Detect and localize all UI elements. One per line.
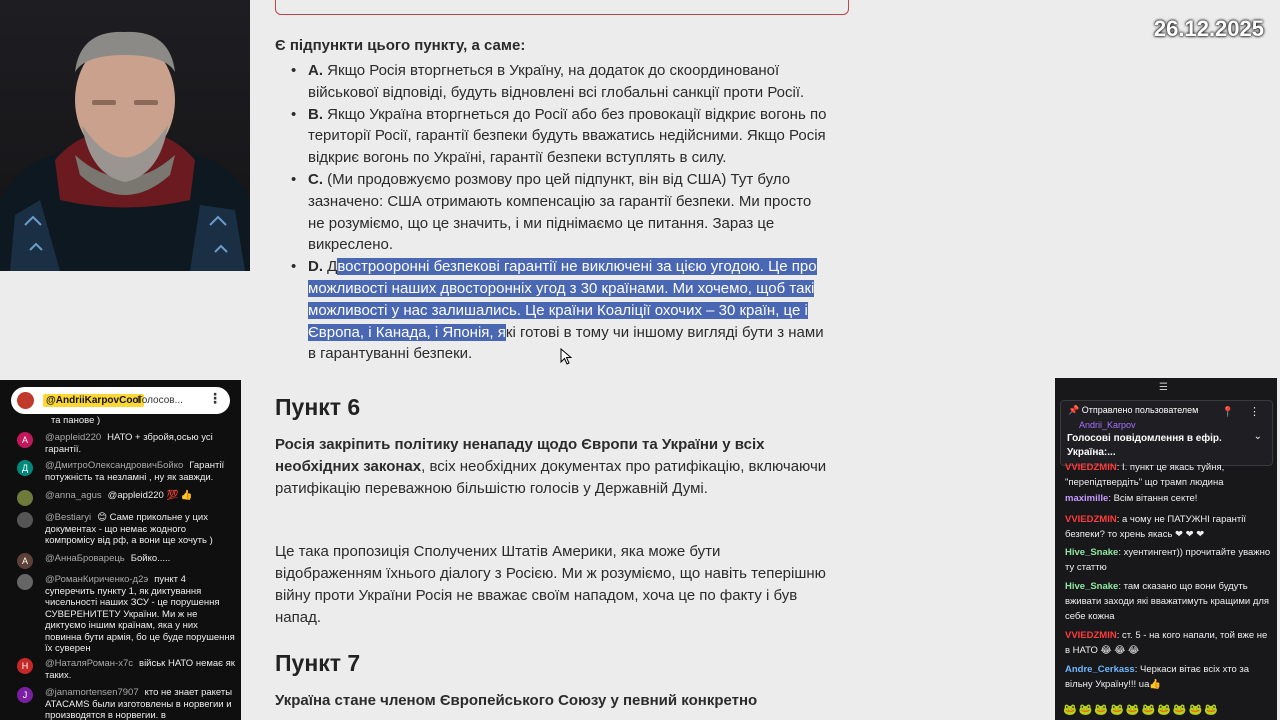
chat-message bbox=[17, 432, 237, 455]
subpoint-letter: D. bbox=[308, 258, 323, 276]
message-author[interactable]: @janamortensen7907 bbox=[45, 687, 139, 698]
avatar bbox=[17, 392, 34, 409]
subpoints-intro: Є підпункти цього пункту, а саме: bbox=[275, 37, 526, 54]
punkt-6-bold-2: необхідних законах bbox=[275, 458, 422, 475]
punkt-6-bold: Росія закріпить політику ненападу щодо Європи та України у всіх bbox=[275, 436, 765, 453]
message-author[interactable]: VVIEDZMIN bbox=[1065, 630, 1117, 641]
punkt-7-bold: Україна стане членом Європейського Союзу у певний конкретно bbox=[275, 692, 758, 709]
avatar: A bbox=[17, 432, 33, 448]
subpoint-letter: A. bbox=[308, 62, 323, 79]
message-text: кто не знает ракеты ATACAMS были изготовлены в норвегии и производятся в норвегии. в bbox=[45, 687, 233, 720]
avatar bbox=[17, 574, 33, 590]
highlighted-text: можливості наших двосторонніх угод з 30 країнами. Ми хочемо, щоб такі bbox=[308, 279, 815, 297]
chat-message bbox=[17, 415, 237, 427]
red-callout-box bbox=[275, 0, 849, 15]
more-options-icon[interactable]: ⋮ bbox=[1249, 406, 1260, 418]
message-body bbox=[45, 432, 237, 455]
punkt-7-heading: Пункт 7 bbox=[275, 650, 361, 676]
chat-message bbox=[17, 460, 237, 483]
subpoint-text: території Росії, гарантії безпеки будуть вважатись недійсними. Якщо Росія bbox=[308, 127, 826, 145]
subpoint-text: Д bbox=[323, 258, 338, 276]
subpoint-text: (Ми продовжуємо розмову про цей підпункт, він від США) Тут було bbox=[323, 170, 791, 188]
message-text: Гарантії потужність та незламні , ну як завжди. bbox=[45, 460, 225, 483]
chat-settings-icon[interactable]: ☰ bbox=[1159, 382, 1168, 393]
message-author[interactable]: @АннаБроварець bbox=[45, 553, 125, 564]
punkt-6-text bbox=[275, 434, 855, 500]
message-body bbox=[45, 687, 237, 720]
chat-message bbox=[1065, 545, 1271, 575]
pinned-user: Andrii_Karpov bbox=[1079, 420, 1136, 430]
subpoint-text: Якщо Україна вторгнеться до Росії або без провокації відкриє вогонь по bbox=[323, 105, 827, 123]
subpoint-letter: B. bbox=[308, 105, 323, 123]
message-text: військ НАТО немає як таких. bbox=[45, 658, 235, 681]
comment-line: відображенням їхнього діалогу з Росією. Ми ж розуміємо, що навіть теперішню bbox=[275, 565, 826, 582]
subpoint-text: в гарантуванні безпеки. bbox=[308, 345, 473, 363]
youtube-chat-panel bbox=[0, 380, 241, 720]
twitch-pinned-message[interactable] bbox=[1060, 400, 1273, 466]
chat-message bbox=[1065, 628, 1271, 658]
more-options-icon[interactable]: ⋮ bbox=[208, 390, 222, 406]
subpoint-item bbox=[288, 104, 848, 169]
date-overlay: 26.12.2025 bbox=[1153, 16, 1264, 41]
chat-message bbox=[17, 490, 237, 502]
message-author[interactable]: VVIEDZMIN bbox=[1065, 514, 1117, 525]
message-text: 😊 Саме прикольне у цих документах - що немає жодного компромісу від рф, а вони ще хочуть ) bbox=[45, 512, 213, 546]
pinned-text: Голосов... bbox=[137, 395, 183, 406]
pinned-text: Голосові повідомлення в ефір. Україна:... bbox=[1067, 433, 1222, 458]
chat-message bbox=[17, 553, 237, 565]
message-body bbox=[45, 415, 237, 427]
message-text: : хуентингент)) прочитайте уважно ту статтю bbox=[1065, 547, 1271, 573]
chat-message bbox=[1065, 460, 1271, 490]
message-text: та панове ) bbox=[51, 415, 101, 426]
chat-message bbox=[1065, 579, 1271, 624]
twitch-chat-panel bbox=[1055, 378, 1277, 720]
chat-message bbox=[1065, 491, 1271, 506]
pinned-message[interactable] bbox=[11, 387, 230, 414]
message-text: пункт 4 суперечить пункту 1, як диктування чисельності наших ЗСУ - це порушення СУВЕРЕНИТЕТУ України. Ми ж не диктуємо іншим країнам, яка у них повинна бути армія, бо це буде порушення їх суверен bbox=[45, 574, 235, 654]
comment-line: війну проти України Росія не вважає своїм нападом, хоча це по факту і був bbox=[275, 587, 798, 604]
subpoint-text: зазначено: США отримають компенсацію за гарантії безпеки. Ми просто bbox=[308, 192, 812, 210]
chat-message bbox=[1065, 512, 1271, 542]
subpoint-item bbox=[288, 169, 848, 256]
chevron-down-icon[interactable]: ⌄ bbox=[1253, 431, 1262, 442]
article bbox=[255, 0, 855, 720]
message-text: Бойко..... bbox=[130, 553, 171, 564]
avatar bbox=[17, 490, 33, 506]
comment-paragraph bbox=[275, 541, 855, 629]
comment-line: Це така пропозиція Сполучених Штатів Америки, яка може бути bbox=[275, 543, 721, 560]
chat-message bbox=[17, 658, 237, 681]
chat-message bbox=[17, 687, 237, 720]
message-author[interactable]: @appleid220 bbox=[45, 432, 102, 443]
avatar bbox=[17, 512, 33, 528]
message-author[interactable]: @ДмитроОлександровичБойко bbox=[45, 460, 184, 471]
message-text: : Черкаси вітає всіх хто за вільну Україну!!! ua👍 bbox=[1065, 664, 1250, 690]
message-text: : а чому не ПАТУЖНІ гарантії безпеки? то хрень якась ❤ ❤ ❤ bbox=[1065, 514, 1246, 540]
emote-row: 🐸🐸🐸🐸🐸🐸🐸🐸🐸🐸 bbox=[1063, 704, 1220, 716]
chat-message bbox=[1065, 662, 1271, 692]
webcam-feed bbox=[0, 0, 250, 271]
message-text: : ст. 5 - на кого напали, той вже не в НАТО 😂 😂 😂 bbox=[1065, 630, 1268, 656]
message-author[interactable]: @Bestiaryi bbox=[45, 512, 92, 523]
subpoint-item bbox=[288, 60, 848, 104]
message-author[interactable]: @anna_agus bbox=[45, 490, 102, 501]
message-author[interactable]: @НаталяРоман-х7с bbox=[45, 658, 134, 669]
message-author[interactable]: @РоманКириченко-д2э bbox=[45, 574, 149, 585]
punkt-6-rest-1: , всіх необхідних документах про ратифікацію, включаючи bbox=[421, 458, 827, 475]
message-text: : Всім вітання секте! bbox=[1108, 493, 1198, 504]
subpoint-text: відкриє вогонь по Україні, гарантії безпеки вступлять в силу. bbox=[308, 149, 727, 167]
message-body bbox=[45, 553, 237, 565]
highlighted-text: можливості у нас залишались. Це країни Коаліції охочих – 30 країн, це і bbox=[308, 301, 808, 319]
subpoints-list bbox=[288, 60, 848, 365]
message-text: : І. пункт це якась туйня, "перепідтвердіть" що трамп людина bbox=[1065, 462, 1225, 488]
pinned-author: @AndriiKarpovCool bbox=[43, 394, 144, 407]
punkt-6-rest-2: ратифікацію переважною більшістю голосів у Державній Думі. bbox=[275, 480, 708, 497]
punkt-6-heading: Пункт 6 bbox=[275, 394, 361, 420]
subpoint-text: військової відповіді, будуть відновлені всі глобальні санкції проти Росії. bbox=[308, 83, 805, 101]
subpoint-text: кі готові в тому чи іншому вигляді бути з нами bbox=[505, 323, 824, 341]
message-author[interactable]: Andre_Cerkass bbox=[1065, 664, 1135, 675]
subpoint-text: не розуміємо, що це значить, і ми піднімаємо це питання. Зараз це bbox=[308, 214, 775, 232]
message-author[interactable]: maximille bbox=[1065, 493, 1109, 504]
mouse-cursor-icon bbox=[560, 348, 572, 366]
message-body bbox=[45, 460, 237, 483]
avatar: Д bbox=[17, 460, 33, 476]
avatar: Н bbox=[17, 658, 33, 674]
streamer-silhouette-icon bbox=[0, 0, 250, 271]
pinned-header: 📌 Отправлено пользователем bbox=[1068, 405, 1199, 415]
message-text: : там сказано що вони будуть вживати заходи які вважатимуть кращими для себе кожна bbox=[1065, 581, 1270, 622]
message-text: НАТО + збройя,осью усі гарантії. bbox=[45, 432, 213, 455]
avatar: J bbox=[17, 687, 33, 703]
comment-line: напад. bbox=[275, 609, 322, 626]
message-author[interactable]: VVIEDZMIN bbox=[1065, 462, 1117, 473]
message-body bbox=[45, 658, 237, 681]
chat-message bbox=[17, 574, 237, 655]
pin-icon[interactable]: 📍 bbox=[1221, 407, 1234, 418]
message-body bbox=[45, 574, 237, 655]
highlighted-text: Європа, і Канада, і Японія, я bbox=[308, 323, 506, 341]
message-text: @appleid220 💯 👍 bbox=[107, 490, 193, 501]
avatar: А bbox=[17, 553, 33, 569]
punkt-7-text bbox=[275, 690, 855, 712]
subpoint-letter: C. bbox=[308, 170, 323, 188]
message-body bbox=[45, 490, 237, 502]
subpoint-text: викреслено. bbox=[308, 236, 393, 254]
chat-message bbox=[17, 512, 237, 547]
message-author[interactable]: Hive_Snake bbox=[1065, 581, 1119, 592]
message-author[interactable]: Hive_Snake bbox=[1065, 547, 1119, 558]
subpoint-text: Якщо Росія вторгнеться в Україну, на додаток до скоординованої bbox=[323, 62, 780, 79]
message-body bbox=[45, 512, 237, 547]
highlighted-text: вострооронні безпекові гарантії не виключені за цією угодою. Це про bbox=[337, 258, 817, 276]
